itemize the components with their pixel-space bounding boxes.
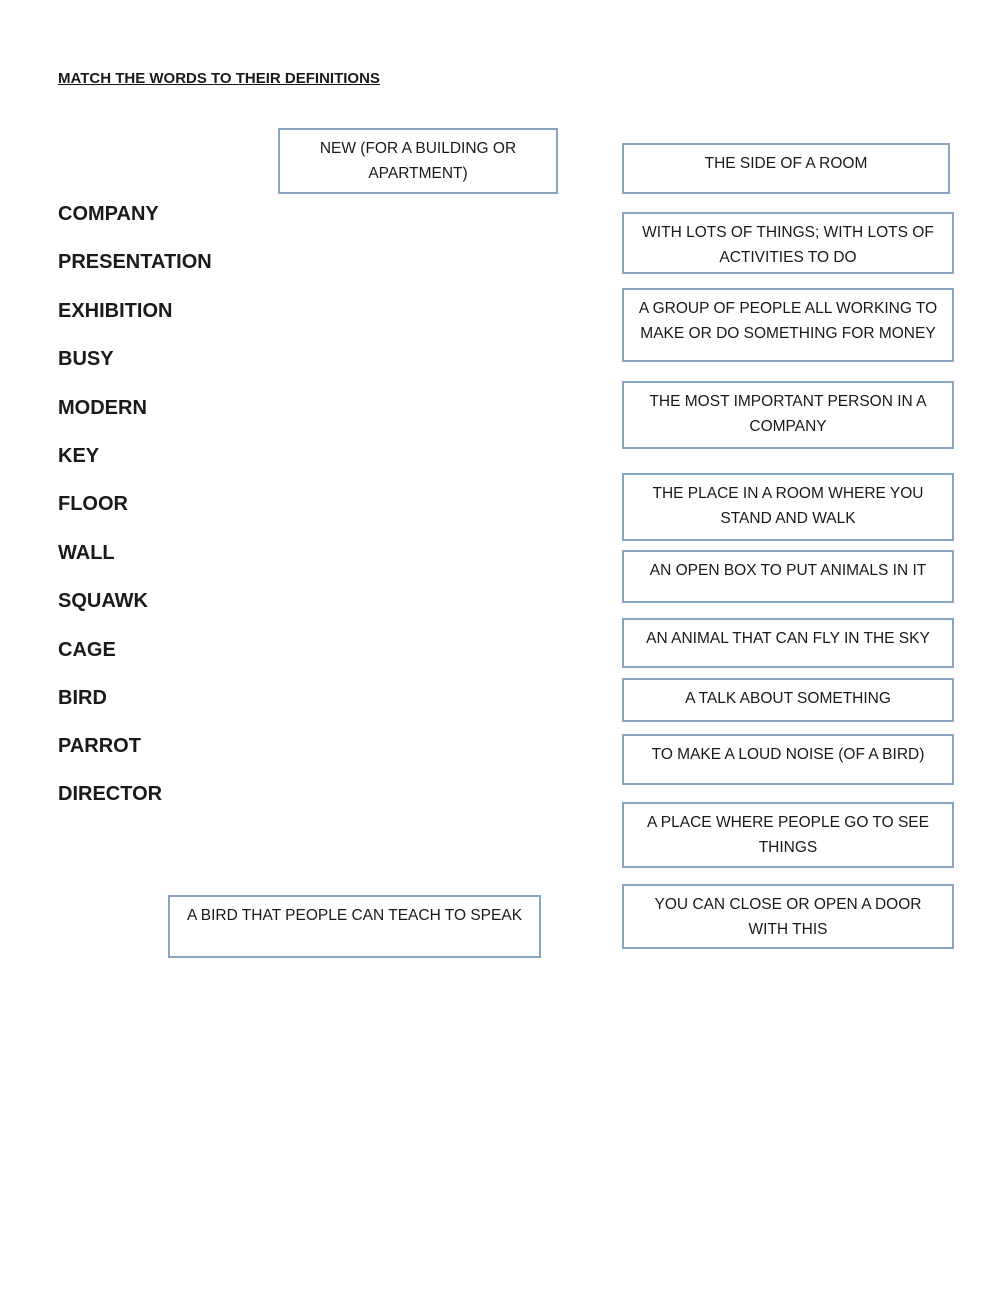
definition-text: WITH LOTS OF THINGS; WITH LOTS OF ACTIVITIES TO DO bbox=[642, 224, 934, 266]
word-key[interactable]: KEY bbox=[58, 445, 100, 467]
definition-box-place-you-stand[interactable] bbox=[622, 473, 954, 541]
word-exhibition[interactable]: EXHIBITION bbox=[58, 300, 173, 322]
definition-box-open-box[interactable] bbox=[622, 550, 954, 603]
page-title: MATCH THE WORDS TO THEIR DEFINITIONS bbox=[58, 70, 380, 87]
definition-box-most-important-person[interactable] bbox=[622, 381, 954, 449]
definition-text: A PLACE WHERE PEOPLE GO TO SEE THINGS bbox=[647, 814, 929, 856]
word-cage[interactable]: CAGE bbox=[58, 639, 116, 661]
definition-text: A BIRD THAT PEOPLE CAN TEACH TO SPEAK bbox=[186, 907, 523, 924]
definition-text: AN OPEN BOX TO PUT ANIMALS IN IT bbox=[649, 562, 927, 579]
definition-box-new-building[interactable] bbox=[278, 128, 558, 194]
definition-box-place-to-see[interactable] bbox=[622, 802, 954, 868]
definition-text: THE SIDE OF A ROOM bbox=[704, 155, 868, 172]
word-busy[interactable]: BUSY bbox=[58, 348, 114, 370]
definition-text: THE PLACE IN A ROOM WHERE YOU STAND AND WALK bbox=[652, 485, 924, 527]
definition-text: NEW (FOR A BUILDING OR APARTMENT) bbox=[319, 140, 517, 182]
word-parrot[interactable]: PARROT bbox=[58, 735, 141, 757]
definition-box-group-of-people[interactable] bbox=[622, 288, 954, 362]
word-company[interactable]: COMPANY bbox=[58, 203, 159, 225]
definition-text: THE MOST IMPORTANT PERSON IN A COMPANY bbox=[649, 393, 927, 435]
definition-box-animal-fly[interactable] bbox=[622, 618, 954, 668]
word-floor[interactable]: FLOOR bbox=[58, 493, 128, 515]
definition-text: AN ANIMAL THAT CAN FLY IN THE SKY bbox=[646, 630, 930, 647]
word-wall[interactable]: WALL bbox=[58, 542, 115, 564]
word-squawk[interactable]: SQUAWK bbox=[58, 590, 148, 612]
definition-box-close-open-door[interactable] bbox=[622, 884, 954, 949]
definition-box-lots-of-things[interactable] bbox=[622, 212, 954, 274]
definition-box-bird-speak[interactable] bbox=[168, 895, 541, 958]
definition-text: A TALK ABOUT SOMETHING bbox=[685, 690, 891, 707]
word-modern[interactable]: MODERN bbox=[58, 397, 147, 419]
definition-box-talk[interactable] bbox=[622, 678, 954, 722]
definition-text: TO MAKE A LOUD NOISE (OF A BIRD) bbox=[651, 746, 925, 763]
definition-text: YOU CAN CLOSE OR OPEN A DOOR WITH THIS bbox=[654, 896, 922, 938]
word-bird[interactable]: BIRD bbox=[58, 687, 107, 709]
definition-text: A GROUP OF PEOPLE ALL WORKING TO MAKE OR DO SOMETHING FOR MONEY bbox=[638, 300, 938, 342]
word-director[interactable]: DIRECTOR bbox=[58, 783, 163, 805]
definition-box-loud-noise[interactable] bbox=[622, 734, 954, 785]
word-presentation[interactable]: PRESENTATION bbox=[58, 251, 212, 273]
definition-box-side-of-room[interactable] bbox=[622, 143, 950, 194]
